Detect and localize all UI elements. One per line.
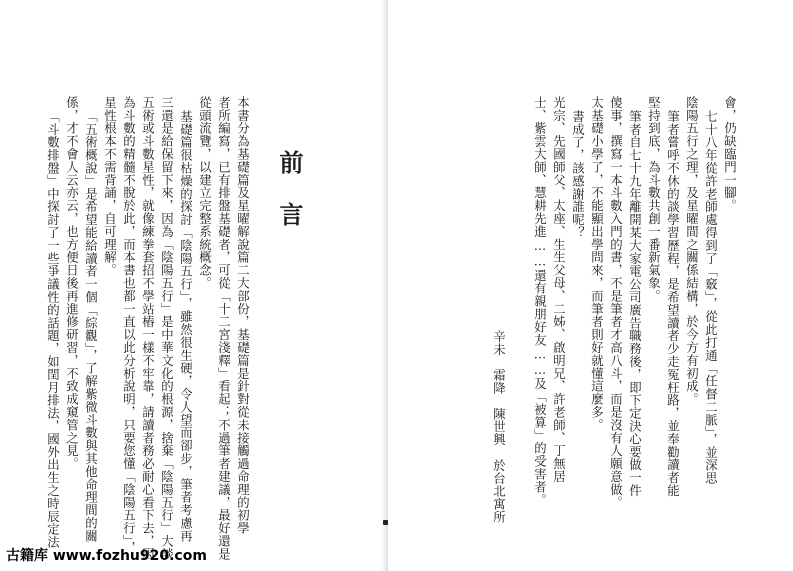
left-page bbox=[0, 0, 388, 571]
paragraph-line: 係，才不會人云亦云，也方便日後再進修研習，不致成窺管之見。 bbox=[64, 96, 80, 471]
paragraph-line: 光宗、先國師父、太座、生生父母、二姊、啟明兄、許老師、丁無居 bbox=[551, 96, 567, 483]
paragraph-line: 筆者自七十九年離開某大家電公司廣告職務後，即下定決心要做一件 bbox=[627, 110, 643, 497]
paragraph-line: 三還是給保留下來，因為「陰陽五行」是中華文化的根源，捨棄「陰陽五行」大談 bbox=[159, 96, 175, 561]
paragraph-line: 士、紫雲大師、慧耕先進……還有親朋好友……及「被算」的受害者。 bbox=[532, 96, 548, 507]
paragraph-line: 筆者嘗呼不休的談學習歷程，是希望讀者少走冤枉路，並奉勸讀者能 bbox=[665, 110, 681, 497]
paragraph-line: 本書分為基礎篇及星曜解說篇二大部份，基礎篇是針對從未接觸過命理的初學 bbox=[235, 96, 251, 535]
paragraph-line: 會，仍缺臨門一腳。 bbox=[722, 96, 738, 213]
paragraph-line: 五術或斗數星性，就像練拳套招不學站樁一樣不牢靠，請讀者務必耐心看下去，因 bbox=[140, 96, 156, 561]
paragraph-line: 「斗數排盤」中探討了一些爭議性的話題，如閏月排法，國外出生之時辰定法 bbox=[45, 110, 61, 549]
paragraph-line: 陰陽五行之理，及星曜間之關係結構，於今方有初成。 bbox=[684, 96, 700, 406]
paragraph-line: 者所編寫，已有排盤基礎者，可從「十二宮淺釋」看起；不過筆者建議，最好還是 bbox=[216, 96, 232, 561]
paragraph-line: 七十八年從許老師處得到了「竅」，從此打通「任督二脈」，並深思 bbox=[703, 110, 719, 485]
paragraph-line: 為斗數的精髓不脫於此，而本書也都一直以此分析說明，只要您懂「陰陽五行」， bbox=[121, 96, 137, 555]
paragraph-line: 太基礎小學了，不能顯出學問來，而筆者則好就懂這麼多。 bbox=[589, 96, 605, 432]
right-page bbox=[388, 0, 793, 571]
paragraph-line: 從頭流覽，以建立完整系統概念。 bbox=[197, 96, 213, 290]
page-title: 前言 bbox=[275, 150, 303, 254]
paragraph-line: 「五術概說」是希望能給讀者一個「綜觀」，了解紫微斗數與其他命理間的關 bbox=[83, 110, 99, 543]
paragraph-line: 傻事，撰寫一本斗數入門的書，不是筆者才高八斗，而是沒有人願意做。 bbox=[608, 96, 624, 509]
site-watermark: 古籍库 www.fozhu920.com bbox=[6, 548, 207, 564]
paragraph-line: 基礎篇很枯燥的探討「陰陽五行」，雖然很生硬，令人望而卻步，筆者考慮再 bbox=[178, 110, 194, 543]
paragraph-line: 堅持到底，為斗數共創一番新氣象。 bbox=[646, 96, 662, 303]
paragraph-line: 書成了，該感謝誰呢？ bbox=[570, 110, 586, 239]
paragraph-line: 星性根本不需背誦，自可理解。 bbox=[102, 96, 118, 277]
signature-line: 辛未 霜降 陳世興 於台北寓所 bbox=[491, 330, 507, 524]
